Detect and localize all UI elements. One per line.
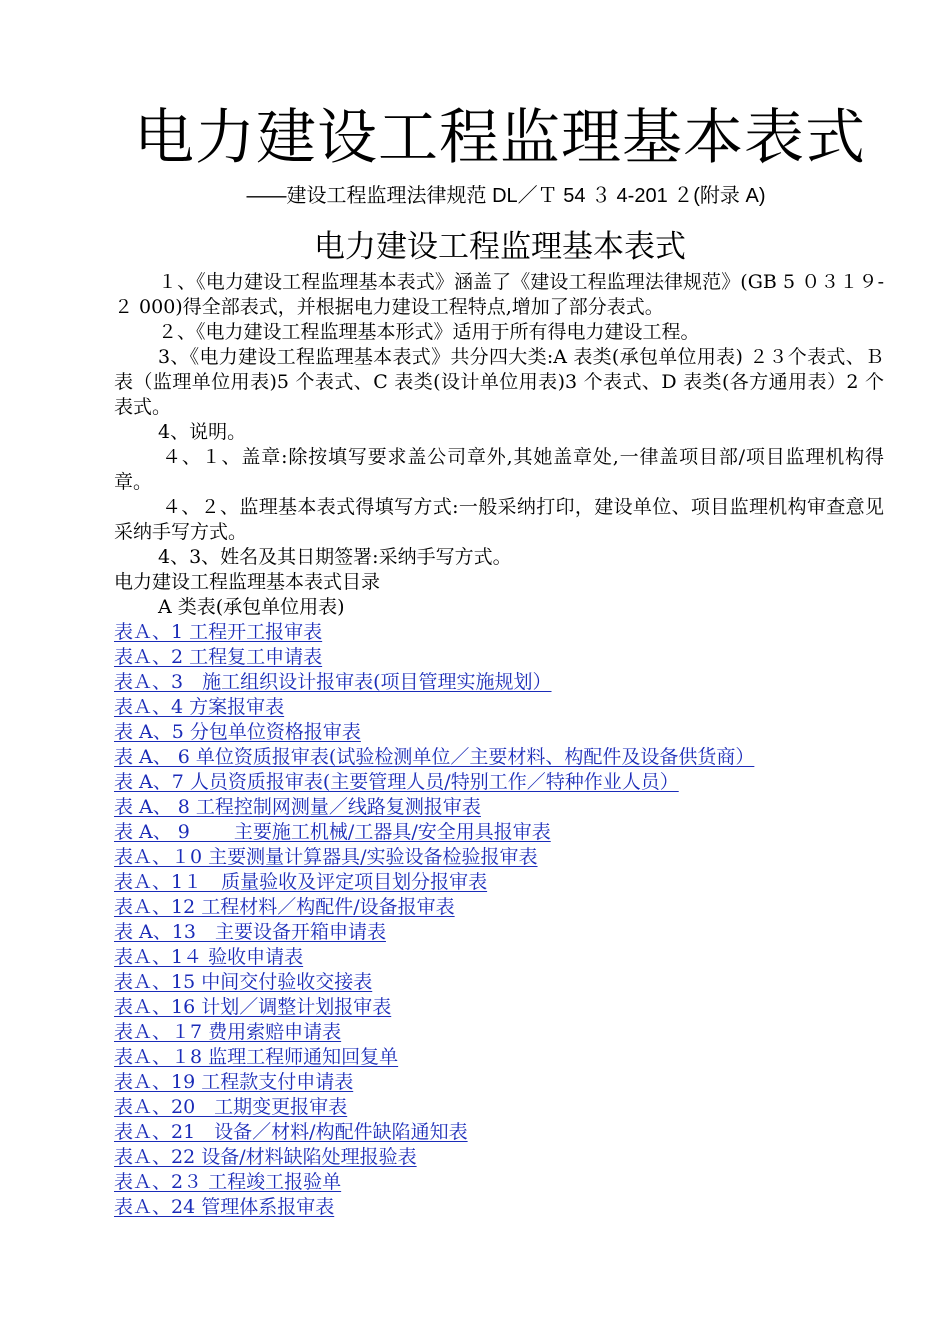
toc-link-a2[interactable]: 表Ａ、2 工程复工申请表 <box>114 646 323 668</box>
toc-link-a21[interactable]: 表Ａ、21 设备／材料/构配件缺陷通知表 <box>114 1121 468 1143</box>
toc-link-a15[interactable]: 表Ａ、15 中间交付验收交接表 <box>114 971 373 993</box>
toc-item <box>114 1045 884 1070</box>
toc-item <box>114 770 884 795</box>
toc-link-a4[interactable]: 表Ａ、4 方案报审表 <box>114 696 285 718</box>
toc-item <box>114 795 884 820</box>
toc-item <box>114 645 884 670</box>
toc-item <box>114 945 884 970</box>
toc-item <box>114 720 884 745</box>
toc-item <box>114 620 884 645</box>
toc-link-a8[interactable]: 表 A、 8 工程控制网测量／线路复测报审表 <box>114 796 481 818</box>
toc-link-a9[interactable]: 表 A、 9 主要施工机械/工器具/安全用具报审表 <box>114 821 551 843</box>
toc-link-a18[interactable]: 表Ａ、１8 监理工程师通知回复单 <box>114 1046 399 1068</box>
toc-item <box>114 695 884 720</box>
toc-item <box>114 1070 884 1095</box>
toc-item <box>114 820 884 845</box>
paragraph-2: ２、《电力建设工程监理基本形式》适用于所有得电力建设工程。 <box>158 321 700 343</box>
paragraph-5: ４、１、盖章:除按填写要求盖公司章外,其她盖章处,一律盖项目部/项目监理机构得章。 <box>114 446 884 493</box>
paragraph-6: ４、２、监理基本表式得填写方式:一般采纳打印，建设单位、项目监理机构审查意见采纳手写方式。 <box>114 496 884 543</box>
paragraph-1: １、《电力建设工程监理基本表式》涵盖了《建设工程监理法律规范》(GB 5 ０３１９-２ 000)得全部表式，并根据电力建设工程特点,增加了部分表式。 <box>114 271 884 318</box>
toc-link-a14[interactable]: 表Ａ、1４ 验收申请表 <box>114 946 304 968</box>
toc-link-a23[interactable]: 表Ａ、2３ 工程竣工报验单 <box>114 1171 342 1193</box>
toc-item <box>114 1195 884 1220</box>
toc-link-a13[interactable]: 表 A、13 主要设备开箱申请表 <box>114 921 386 943</box>
subtitle: ——建设工程监理法律规范 DL／Ｔ 54 ３ 4-201 ２(附录 A) <box>246 185 766 207</box>
toc-link-a11[interactable]: 表Ａ、1１ 质量验收及评定项目划分报审表 <box>114 871 488 893</box>
toc-item <box>114 1020 884 1045</box>
toc-link-a10[interactable]: 表Ａ、１0 主要测量计算器具/实验设备检验报审表 <box>114 846 538 868</box>
toc-item <box>114 1095 884 1120</box>
document-body <box>114 270 884 1220</box>
toc-item <box>114 845 884 870</box>
toc-item <box>114 895 884 920</box>
toc-link-a5[interactable]: 表 A、5 分包单位资格报审表 <box>114 721 361 743</box>
toc-item <box>114 1120 884 1145</box>
main-title: 电力建设工程监理基本表式 <box>134 103 866 173</box>
paragraph-3: 3、《电力建设工程监理基本表式》共分四大类:A 表类(承包单位用表) ２３个表式、Ｂ表（监理单位用表)5 个表式、C 表类(设计单位用表)3 个表式、D 表类(各方通用表）2 个表式。 <box>114 346 884 418</box>
toc-link-a16[interactable]: 表Ａ、16 计划／调整计划报审表 <box>114 996 392 1018</box>
toc-link-a7[interactable]: 表 A、7 人员资质报审表(主要管理人员/特别工作／特种作业人员） <box>114 771 679 793</box>
toc-link-a6[interactable]: 表 A、 6 单位资质报审表(试验检测单位／主要材料、构配件及设备供货商） <box>114 746 755 768</box>
toc-item <box>114 670 884 695</box>
toc-subtitle: A 类表(承包单位用表) <box>158 596 345 618</box>
toc-item <box>114 1170 884 1195</box>
paragraph-4: 4、说明。 <box>158 421 247 443</box>
toc-link-a22[interactable]: 表Ａ、22 设备/材料缺陷处理报验表 <box>114 1146 417 1168</box>
toc-item <box>114 995 884 1020</box>
toc-link-a1[interactable]: 表Ａ、1 工程开工报审表 <box>114 621 323 643</box>
toc-item <box>114 920 884 945</box>
toc-item <box>114 970 884 995</box>
section-title: 电力建设工程监理基本表式 <box>314 229 686 265</box>
toc-list <box>114 620 884 1220</box>
toc-item <box>114 1145 884 1170</box>
toc-item <box>114 870 884 895</box>
toc-link-a20[interactable]: 表Ａ、20 工期变更报审表 <box>114 1096 348 1118</box>
toc-link-a12[interactable]: 表Ａ、12 工程材料／构配件/设备报审表 <box>114 896 455 918</box>
toc-link-a17[interactable]: 表Ａ、１7 费用索赔申请表 <box>114 1021 342 1043</box>
toc-item <box>114 745 884 770</box>
toc-link-a3[interactable]: 表Ａ、3 施工组织设计报审表(项目管理实施规划） <box>114 671 552 693</box>
toc-link-a19[interactable]: 表Ａ、19 工程款支付申请表 <box>114 1071 354 1093</box>
paragraph-7: 4、3、姓名及其日期签署:采纳手写方式。 <box>158 546 512 568</box>
toc-title: 电力建设工程监理基本表式目录 <box>114 571 381 593</box>
toc-link-a24[interactable]: 表Ａ、24 管理体系报审表 <box>114 1196 335 1218</box>
